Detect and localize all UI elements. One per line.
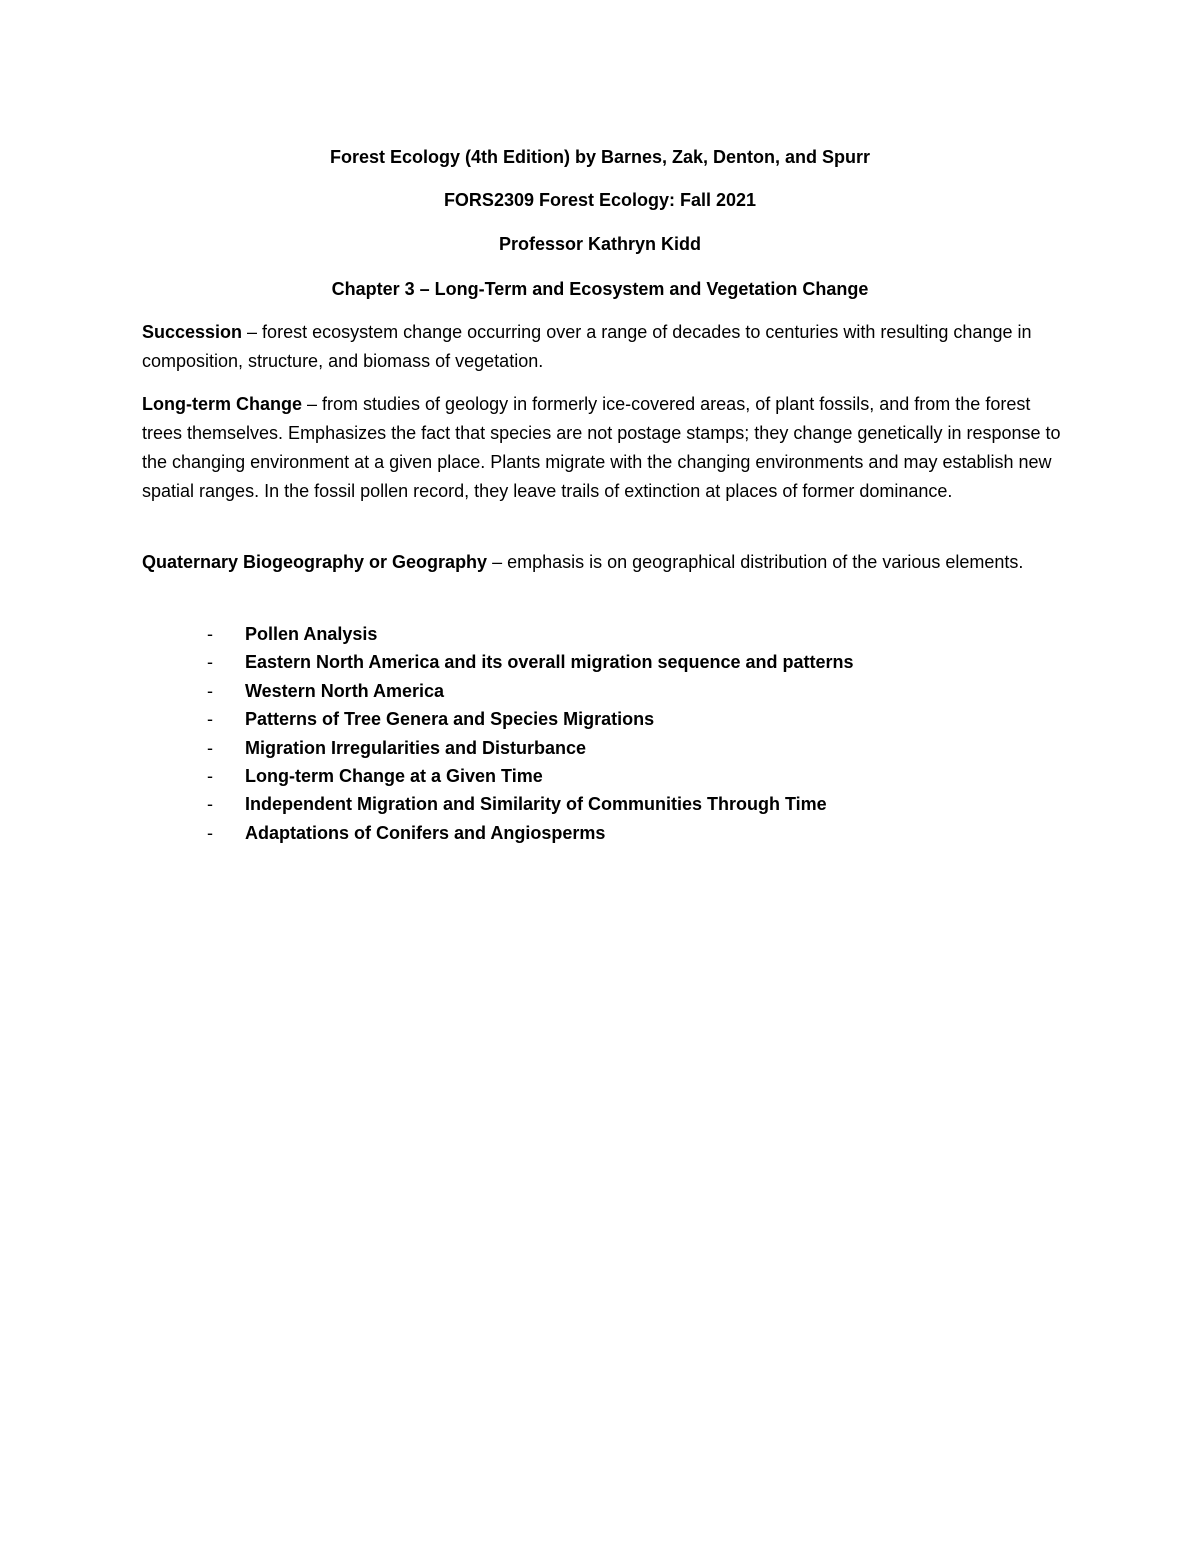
succession-definition: – forest ecosystem change occurring over a range of decades to centuries with resulting change in composition, structure, and biomass of vegetation. bbox=[142, 322, 1032, 371]
professor-name: Professor Kathryn Kidd bbox=[498, 234, 702, 254]
bullet-dash: - bbox=[207, 794, 213, 815]
list-item bbox=[0, 819, 1200, 847]
topic-text: Migration Irregularities and Disturbance bbox=[245, 737, 587, 758]
topic-text: Patterns of Tree Genera and Species Migrations bbox=[245, 709, 655, 730]
succession-paragraph bbox=[142, 318, 1062, 376]
topic-list bbox=[0, 620, 1200, 847]
bullet-dash: - bbox=[207, 737, 213, 758]
long-term-change-definition: – from studies of geology in formerly ice-covered areas, of plant fossils, and from the forest trees themselves. Emphasizes the fact that species are not postage stamps; they change genetically in response to the changing environment at a given place. Plants migrate with the changing environments and may establish new spatial ranges. In the fossil pollen record, they leave trails of extinction at places of former dominance. bbox=[142, 394, 1061, 501]
bullet-dash: - bbox=[207, 765, 213, 786]
quaternary-biogeography-definition: – emphasis is on geographical distribution of the various elements. bbox=[487, 552, 1024, 572]
long-term-change-term: Long-term Change bbox=[142, 394, 302, 414]
list-item bbox=[0, 734, 1200, 762]
bullet-dash: - bbox=[207, 680, 213, 701]
topic-text: Pollen Analysis bbox=[245, 624, 378, 644]
bullet-dash: - bbox=[207, 709, 213, 730]
course-title: FORS2309 Forest Ecology: Fall 2021 bbox=[443, 190, 757, 210]
quaternary-biogeography-paragraph bbox=[142, 548, 1062, 577]
bullet-dash: - bbox=[207, 652, 213, 673]
list-item bbox=[0, 677, 1200, 705]
succession-term: Succession bbox=[142, 322, 243, 342]
list-item bbox=[0, 620, 1200, 648]
topic-text: Adaptations of Conifers and Angiosperms bbox=[245, 822, 606, 843]
book-title: Forest Ecology (4th Edition) by Barnes, Zak, Denton, and Spurr bbox=[329, 147, 871, 167]
list-item bbox=[0, 762, 1200, 790]
long-term-change-paragraph bbox=[142, 390, 1062, 506]
list-item bbox=[0, 648, 1200, 676]
topic-text: Eastern North America and its overall migration sequence and patterns bbox=[245, 652, 854, 673]
topic-text: Long-term Change at a Given Time bbox=[245, 765, 543, 786]
topic-text: Western North America bbox=[245, 680, 445, 701]
quaternary-biogeography-term: Quaternary Biogeography or Geography bbox=[142, 552, 488, 572]
list-item bbox=[0, 705, 1200, 733]
topic-text: Independent Migration and Similarity of Communities Through Time bbox=[245, 794, 827, 815]
list-item bbox=[0, 790, 1200, 818]
bullet-dash: - bbox=[207, 624, 213, 644]
bullet-dash: - bbox=[207, 822, 213, 843]
chapter-title: Chapter 3 – Long-Term and Ecosystem and Vegetation Change bbox=[331, 279, 869, 299]
